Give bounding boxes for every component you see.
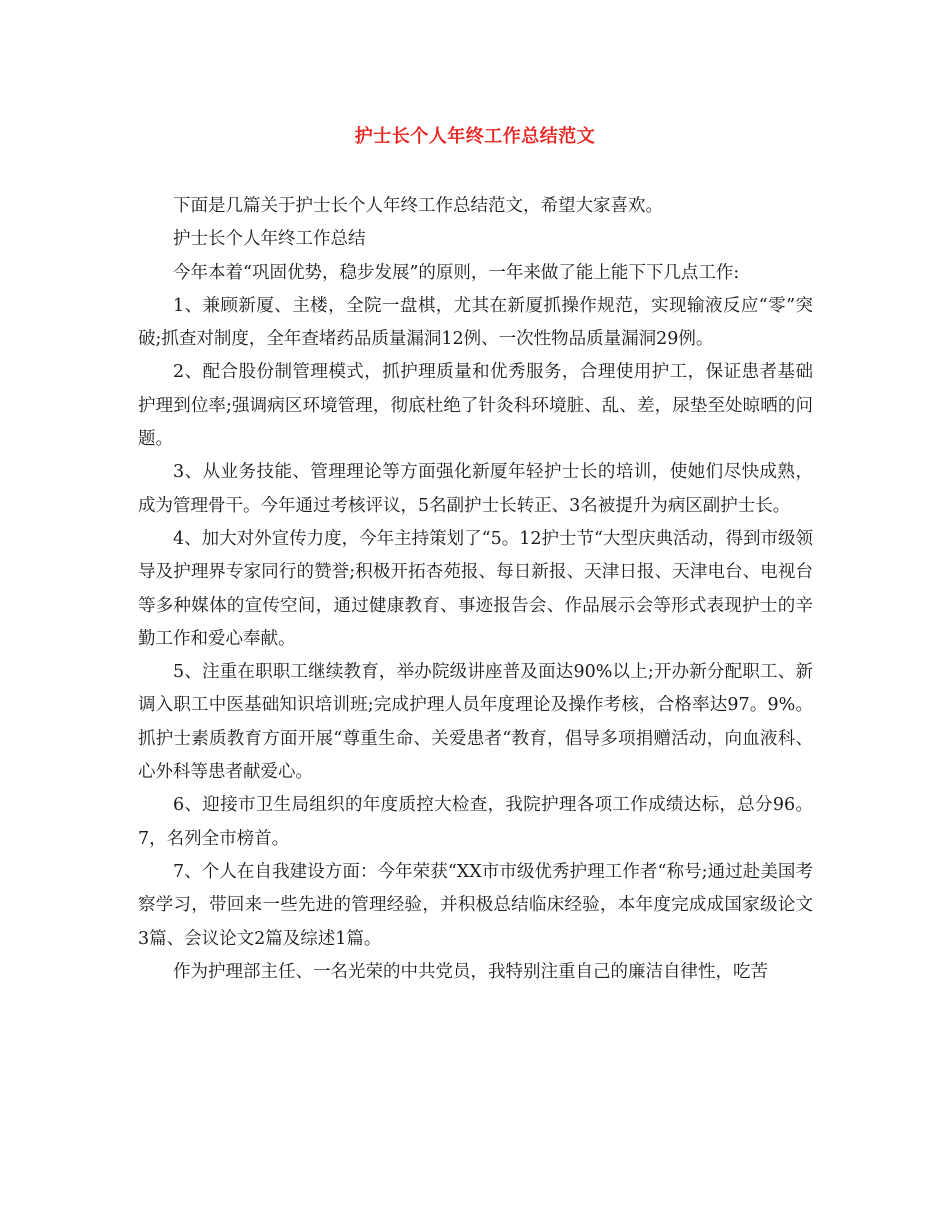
paragraph: 7、个人在自我建设方面：今年荣获“XX市市级优秀护理工作者“称号;通过赴美国考察学习，带回来一些先进的管理经验，并积极总结临床经验，本年度完成成国家级论文3篇、会议论文2篇及综述1篇。 [138,861,813,949]
paragraph: 今年本着“巩固优势，稳步发展”的原则，一年来做了能上能下下几点工作: [173,262,740,283]
document-body [138,190,813,989]
document-title: 护士长个人年终工作总结范文 [354,126,596,147]
paragraph: 6、迎接市卫生局组织的年度质控大检查，我院护理各项工作成绩达标，总分96。7，名列全市榜首。 [138,795,813,849]
paragraph: 护士长个人年终工作总结 [173,229,366,250]
paragraph: 3、从业务技能、管理理论等方面强化新厦年轻护士长的培训，使她们尽快成熟，成为管理骨干。今年通过考核评议，5名副护士长转正、3名被提升为病区副护士长。 [138,462,813,516]
paragraph: 2、配合股份制管理模式，抓护理质量和优秀服务，合理使用护工，保证患者基础护理到位率;强调病区环境管理，彻底杜绝了针灸科环境脏、乱、差，尿垫至处晾晒的问题。 [138,362,813,450]
paragraph: 5、注重在职职工继续教育，举办院级讲座普及面达90%以上;开办新分配职工、新调入职工中医基础知识培训班;完成护理人员年度理论及操作考核，合格率达97。9%。抓护士素质教育方面开展“尊重生命、关爱患者“教育，倡导多项捐赠活动，向血液科、心外科等患者献爱心。 [138,662,813,783]
paragraph: 1、兼顾新厦、主楼，全院一盘棋，尤其在新厦抓操作规范，实现输液反应“零”突破;抓查对制度，全年查堵药品质量漏洞12例、一次性物品质量漏洞29例。 [138,295,813,350]
paragraph: 下面是几篇关于护士长个人年终工作总结范文，希望大家喜欢。 [173,196,663,216]
paragraph: 作为护理部主任、一名光荣的中共党员，我特别注重自己的廉洁自律性，吃苦 [173,961,768,982]
paragraph: 4、加大对外宣传力度，今年主持策划了“5。12护士节“大型庆典活动，得到市级领导及护理界专家同行的赞誉;积极开拓杏苑报、每日新报、天津日报、天津电台、电视台等多种媒体的宣传空间，通过健康教育、事迹报告会、作品展示会等形式表现护士的辛勤工作和爱心奉献。 [138,528,813,649]
